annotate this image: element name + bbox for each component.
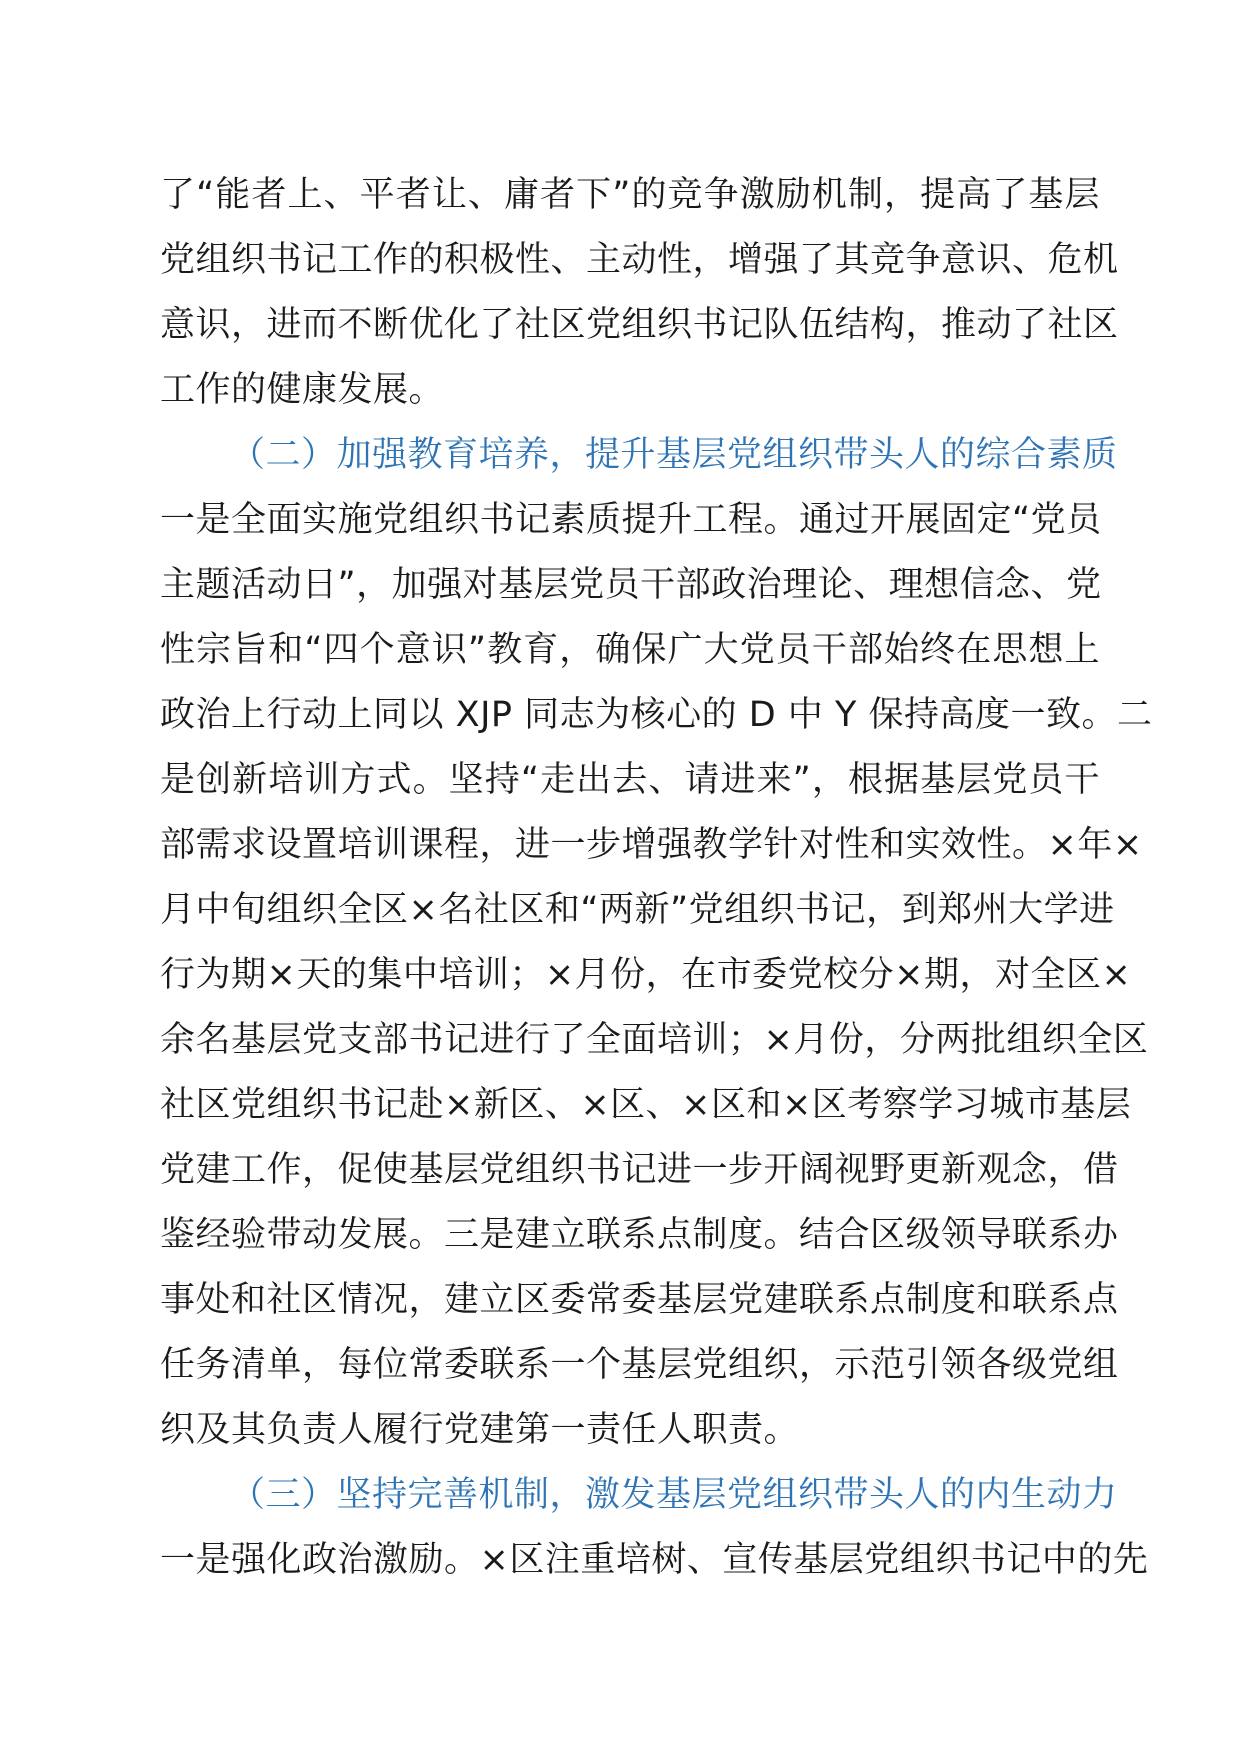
body-line: 是创新培训方式。坚持“走出去、请进来”，根据基层党员干 xyxy=(160,760,1100,800)
body-line: 党建工作，促使基层党组织书记进一步开阔视野更新观念，借 xyxy=(160,1150,1119,1190)
body-line: 一是全面实施党组织书记素质提升工程。通过开展固定“党员 xyxy=(160,500,1102,540)
body-line: 社区党组织书记赴×新区、×区、×区和×区考察学习城市基层 xyxy=(160,1085,1132,1125)
body-line: 了“能者上、平者让、庸者下”的竞争激励机制，提高了基层 xyxy=(160,175,1100,215)
body-line: 织及其负责人履行党建第一责任人职责。 xyxy=(160,1410,800,1450)
body-line: 事处和社区情况，建立区委常委基层党建联系点制度和联系点 xyxy=(160,1280,1119,1320)
body-line: 部需求设置培训课程，进一步增强教学针对性和实效性。×年× xyxy=(160,825,1143,865)
body-line: 鉴经验带动发展。三是建立联系点制度。结合区级领导联系办 xyxy=(160,1215,1119,1255)
section-heading-2: （二）加强教育培养，提升基层党组织带头人的综合素质 xyxy=(230,435,1118,475)
body-line: 工作的健康发展。 xyxy=(160,370,445,410)
body-line: 意识，进而不断优化了社区党组织书记队伍结构，推动了社区 xyxy=(160,305,1119,345)
body-line: 一是强化政治激励。×区注重培树、宣传基层党组织书记中的先 xyxy=(160,1540,1149,1580)
body-line: 任务清单，每位常委联系一个基层党组织，示范引领各级党组 xyxy=(160,1345,1119,1385)
body-line: 党组织书记工作的积极性、主动性，增强了其竞争意识、危机 xyxy=(160,240,1119,280)
body-line: 行为期×天的集中培训；×月份，在市委党校分×期，对全区× xyxy=(160,955,1132,995)
body-line: 主题活动日”，加强对基层党员干部政治理论、理想信念、党 xyxy=(160,565,1102,605)
body-line: 性宗旨和“四个意识”教育，确保广大党员干部始终在思想上 xyxy=(160,630,1100,670)
section-heading-3: （三）坚持完善机制，激发基层党组织带头人的内生动力 xyxy=(230,1475,1118,1515)
document-body xyxy=(160,163,1153,1593)
body-line: 余名基层党支部书记进行了全面培训；×月份，分两批组织全区 xyxy=(160,1020,1149,1060)
body-line: 政治上行动上同以 XJP 同志为核心的 D 中 Y 保持高度一致。二 xyxy=(160,695,1153,735)
body-line: 月中旬组织全区×名社区和“两新”党组织书记，到郑州大学进 xyxy=(160,890,1115,930)
